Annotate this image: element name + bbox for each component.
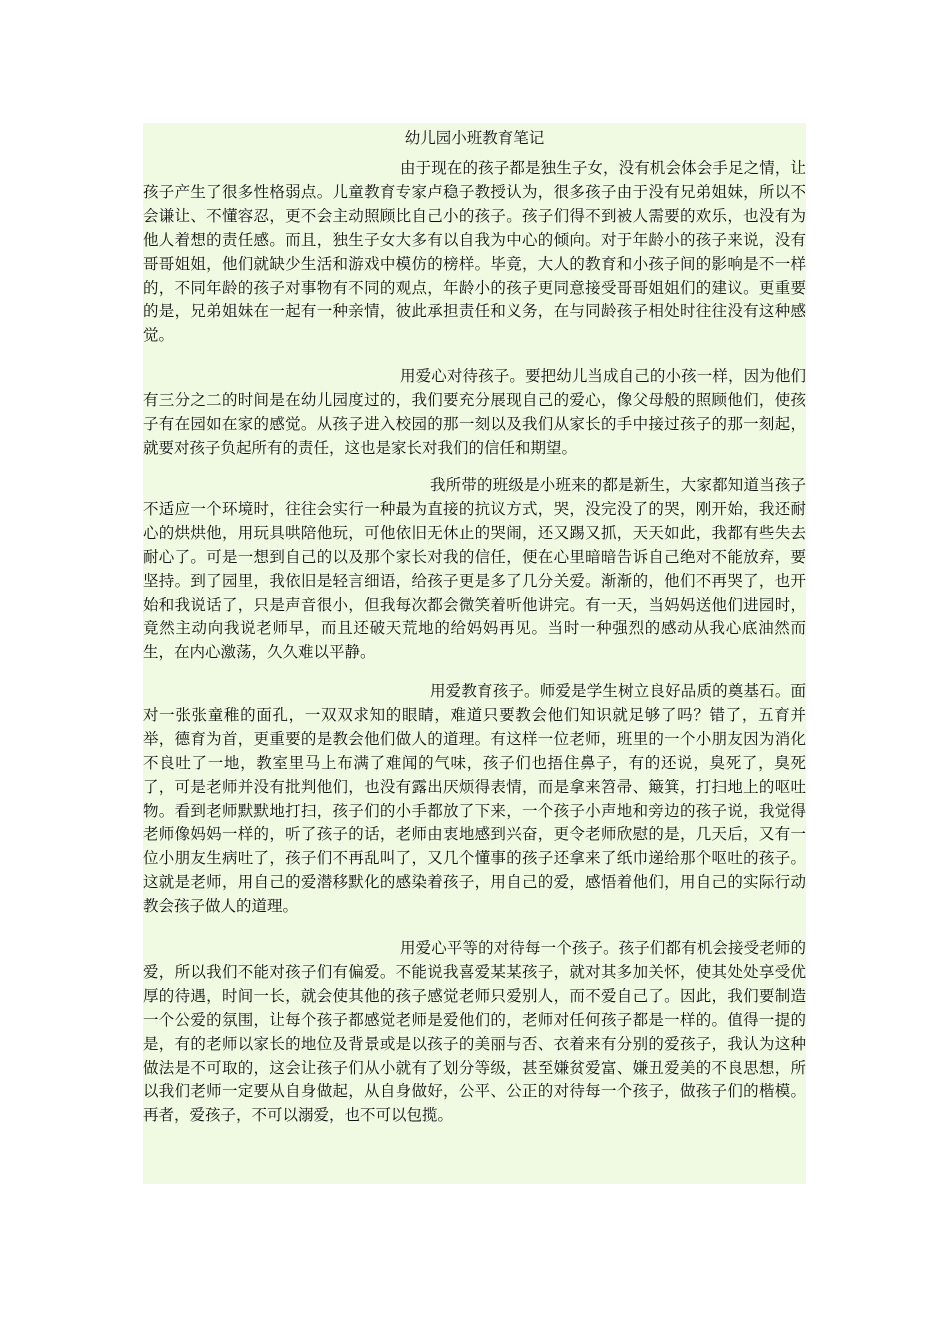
paragraph-equal-love: 用爱心平等的对待每一个孩子。孩子们都有机会接受老师的爱，所以我们不能对孩子们有偏爱。不能说我喜爱某某孩子，就对其多加关怀，使其处处享受优厚的待遇，时间一长，就会使其他的孩子感觉老师只爱别人，而不爱自己了。因此，我们要制造一个公爱的氛围，让每个孩子都感觉老师是爱他们的，老师对任何孩子都是一样的。值得一提的是，有的老师以家长的地位及背景或是以孩子的美丽与否、衣着来有分别的爱孩子，我认为这种做法是不可取的，这会让孩子们从小就有了划分等级，甚至嫌贫爱富、嫌丑爱美的不良思想，所以我们老师一定要从自身做起，从自身做好，公平、公正的对待每一个孩子，做孩子们的楷模。再者，爱孩子，不可以溺爱，也不可以包揽。 bbox=[143, 939, 806, 1125]
paragraph-new-class: 我所带的班级是小班来的都是新生，大家都知道当孩子不适应一个环境时，往往会实行一种最为直接的抗议方式，哭，没完没了的哭，刚开始，我还耐心的烘烘他，用玩具哄陪他玩，可他依旧无休止的哭闹，还又踢又抓，天天如此，我都有些失去耐心了。可是一想到自己的以及那个家长对我的信任，便在心里暗暗告诉自己绝对不能放弃，要坚持。到了园里，我依旧是轻言细语，给孩子更是多了几分关爱。渐渐的，他们不再哭了，也开始和我说话了，只是声音很小，但我每次都会微笑着听他讲完。有一天，当妈妈送他们进园时，竟然主动向我说老师早，而且还破天荒地的给妈妈再见。当时一种强烈的感动从我心底油然而生，在内心激荡，久久难以平静。 bbox=[143, 476, 806, 662]
paragraph-love-education: 用爱教育孩子。师爱是学生树立良好品质的奠基石。面对一张张童稚的面孔，一双双求知的眼睛，难道只要教会他们知识就足够了吗？错了，五育并举，德育为首，更重要的是教会他们做人的道理。有这样一位老师，班里的一个小朋友因为消化不良吐了一地，教室里马上布满了难闻的气味，孩子们也捂住鼻子，有的还说，臭死了，臭死了，可是老师并没有批判他们，也没有露出厌烦得表情，而是拿来笤帚、簸箕，打扫地上的呕吐物。看到老师默默地打扫，孩子们的小手都放了下来，一个孩子小声地和旁边的孩子说，我觉得老师像妈妈一样的，听了孩子的话，老师由衷地感到兴奋，更令老师欣慰的是，几天后，又有一位小朋友生病吐了，孩子们不再乱叫了，又几个懂事的孩子还拿来了纸巾递给那个呕吐的孩子。这就是老师，用自己的爱潜移默化的感染着孩子，用自己的爱，感悟着他们，用自己的实际行动教会孩子做人的道理。 bbox=[143, 682, 806, 916]
document-title: 幼儿园小班教育笔记 bbox=[404, 129, 545, 147]
paragraph-love-care: 用爱心对待孩子。要把幼儿当成自己的小孩一样，因为他们有三分之二的时间是在幼儿园度过的，我们要充分展现自己的爱心，像父母般的照顾他们，使孩子有在园如在家的感觉。从孩子进入校园的那一刻以及我们从家长的手中接过孩子的那一刻起，就要对孩子负起所有的责任，这也是家长对我们的信任和期望。 bbox=[143, 367, 806, 457]
paragraph-intro: 由于现在的孩子都是独生子女，没有机会体会手足之情，让孩子产生了很多性格弱点。儿童教育专家卢稳子教授认为，很多孩子由于没有兄弟姐妹，所以不会谦让、不懂容忍，更不会主动照顾比自己小的孩子。孩子们得不到被人需要的欢乐，也没有为他人着想的责任感。而且，独生子女大多有以自我为中心的倾向。对于年龄小的孩子来说，没有哥哥姐姐，他们就缺少生活和游戏中模仿的榜样。毕竟，大人的教育和小孩子间的影响是不一样的，不同年龄的孩子对事物有不同的观点，年龄小的孩子更同意接受哥哥姐姐们的建议。更重要的是，兄弟姐妹在一起有一种亲情，彼此承担责任和义务，在与同龄孩子相处时往往没有这种感觉。 bbox=[143, 159, 806, 345]
